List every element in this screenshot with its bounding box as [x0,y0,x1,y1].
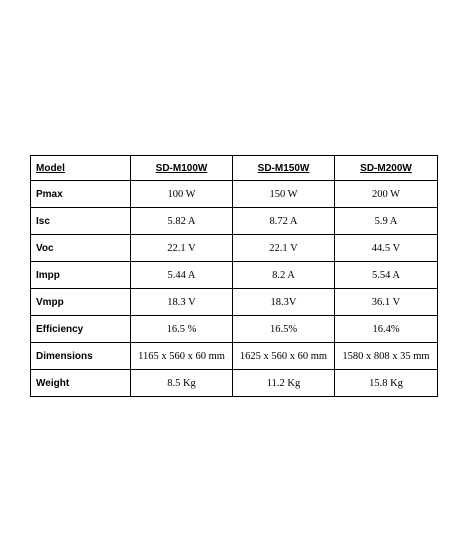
row-label: Efficiency [31,316,131,343]
table-cell: 16.5% [233,316,335,343]
table-row [31,181,438,208]
table-cell: 8.72 A [233,208,335,235]
table-cell: 11.2 Kg [233,370,335,397]
table-row [31,235,438,262]
row-label: Pmax [31,181,131,208]
table-row [31,208,438,235]
table-row [31,370,438,397]
table-cell: 5.9 A [335,208,438,235]
table-row [31,289,438,316]
table-row [31,343,438,370]
table-cell: 5.44 A [131,262,233,289]
header-sd-m150w: SD-M150W [233,156,335,181]
table-cell: 8.5 Kg [131,370,233,397]
table-cell: 16.5 % [131,316,233,343]
table-cell: 18.3V [233,289,335,316]
table-cell: 44.5 V [335,235,438,262]
table-cell: 1580 x 808 x 35 mm [335,343,438,370]
header-sd-m100w: SD-M100W [131,156,233,181]
table-cell: 8.2 A [233,262,335,289]
table-cell: 16.4% [335,316,438,343]
table-row [31,262,438,289]
table-cell: 15.8 Kg [335,370,438,397]
row-label: Isc [31,208,131,235]
row-label: Impp [31,262,131,289]
table-cell: 5.82 A [131,208,233,235]
header-row [31,156,438,181]
table-cell: 18.3 V [131,289,233,316]
table-cell: 22.1 V [131,235,233,262]
spec-table [30,155,438,397]
table-cell: 100 W [131,181,233,208]
row-label: Dimensions [31,343,131,370]
table-cell: 5.54 A [335,262,438,289]
table-cell: 1625 x 560 x 60 mm [233,343,335,370]
row-label: Vmpp [31,289,131,316]
header-model: Model [31,156,131,181]
row-label: Voc [31,235,131,262]
table-cell: 22.1 V [233,235,335,262]
table-cell: 150 W [233,181,335,208]
table-cell: 1165 x 560 x 60 mm [131,343,233,370]
header-sd-m200w: SD-M200W [335,156,438,181]
row-label: Weight [31,370,131,397]
table-row [31,316,438,343]
table-cell: 200 W [335,181,438,208]
table-cell: 36.1 V [335,289,438,316]
